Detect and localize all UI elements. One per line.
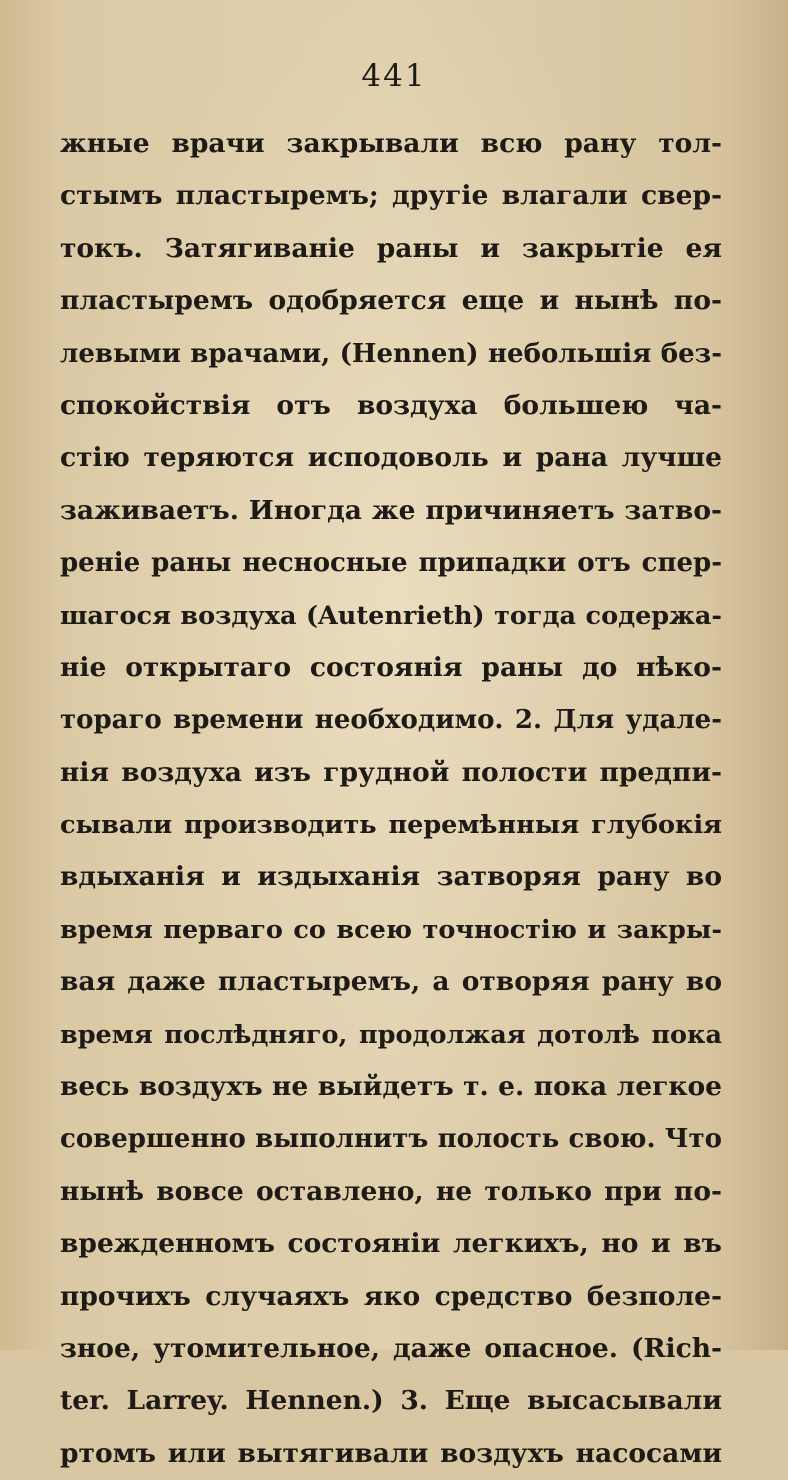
text-line: пластыремъ одобряется еще и нынѣ по- [60, 285, 722, 317]
page-number: 441 [361, 58, 427, 94]
text-line: тораго времени необходимо. 2. Для удале- [60, 705, 722, 736]
body-text [60, 118, 722, 1480]
text-line: зное, утомительное, даже опасное. (Rich- [60, 1332, 722, 1364]
text-line: заживаетъ. Иногда же причиняетъ затво- [60, 494, 722, 526]
text-line: токъ. Затягиваніе раны и закрытіе ея [60, 232, 722, 264]
text-line: врежденномъ состояніи легкихъ, но и въ [60, 1228, 722, 1260]
text-line: нынѣ вовсе оставлено, не только при по- [60, 1175, 722, 1207]
text-line: совершенно выполнитъ полость свою. Что [60, 1124, 722, 1155]
text-line: ter. Larrey. Hennen.) 3. Еще высасывали [60, 1385, 722, 1417]
text-line: весь воздухъ не выйдетъ т. е. пока легкое [60, 1071, 722, 1103]
text-line: время послѣдняго, продолжая дотолѣ пока [60, 1019, 722, 1050]
text-line: прочихъ случаяхъ яко средство безполе- [60, 1280, 722, 1312]
text-line: реніе раны несносные припадки отъ спер- [60, 548, 722, 579]
text-line: вдыханія и издыханія затворяя рану во [60, 861, 722, 893]
text-line: спокойствія отъ воздуха большею ча- [60, 389, 722, 421]
text-line: стію теряются исподоволь и рана лучше [60, 442, 722, 474]
text-line: левыми врачами, (Hennen) небольшія без- [60, 338, 722, 369]
text-line: время перваго со всею точностію и закры- [60, 914, 722, 945]
text-line: сывали производить перемѣнныя глубокія [60, 810, 722, 841]
text-line: ніе открытаго состоянія раны до нѣко- [60, 651, 722, 683]
text-line: шагося воздуха (Autenrieth) тогда содержа- [60, 600, 722, 631]
text-line: стымъ пластыремъ; другіе влагали свер- [60, 180, 722, 212]
text-line: вая даже пластыремъ, а отворяя рану во [60, 966, 722, 998]
text-line: ртомъ или вытягивали воздухъ насосами [60, 1437, 722, 1469]
text-line: жные врачи закрывали всю рану тол- [60, 128, 722, 159]
text-line: нія воздуха изъ грудной полости предпи- [60, 756, 722, 788]
